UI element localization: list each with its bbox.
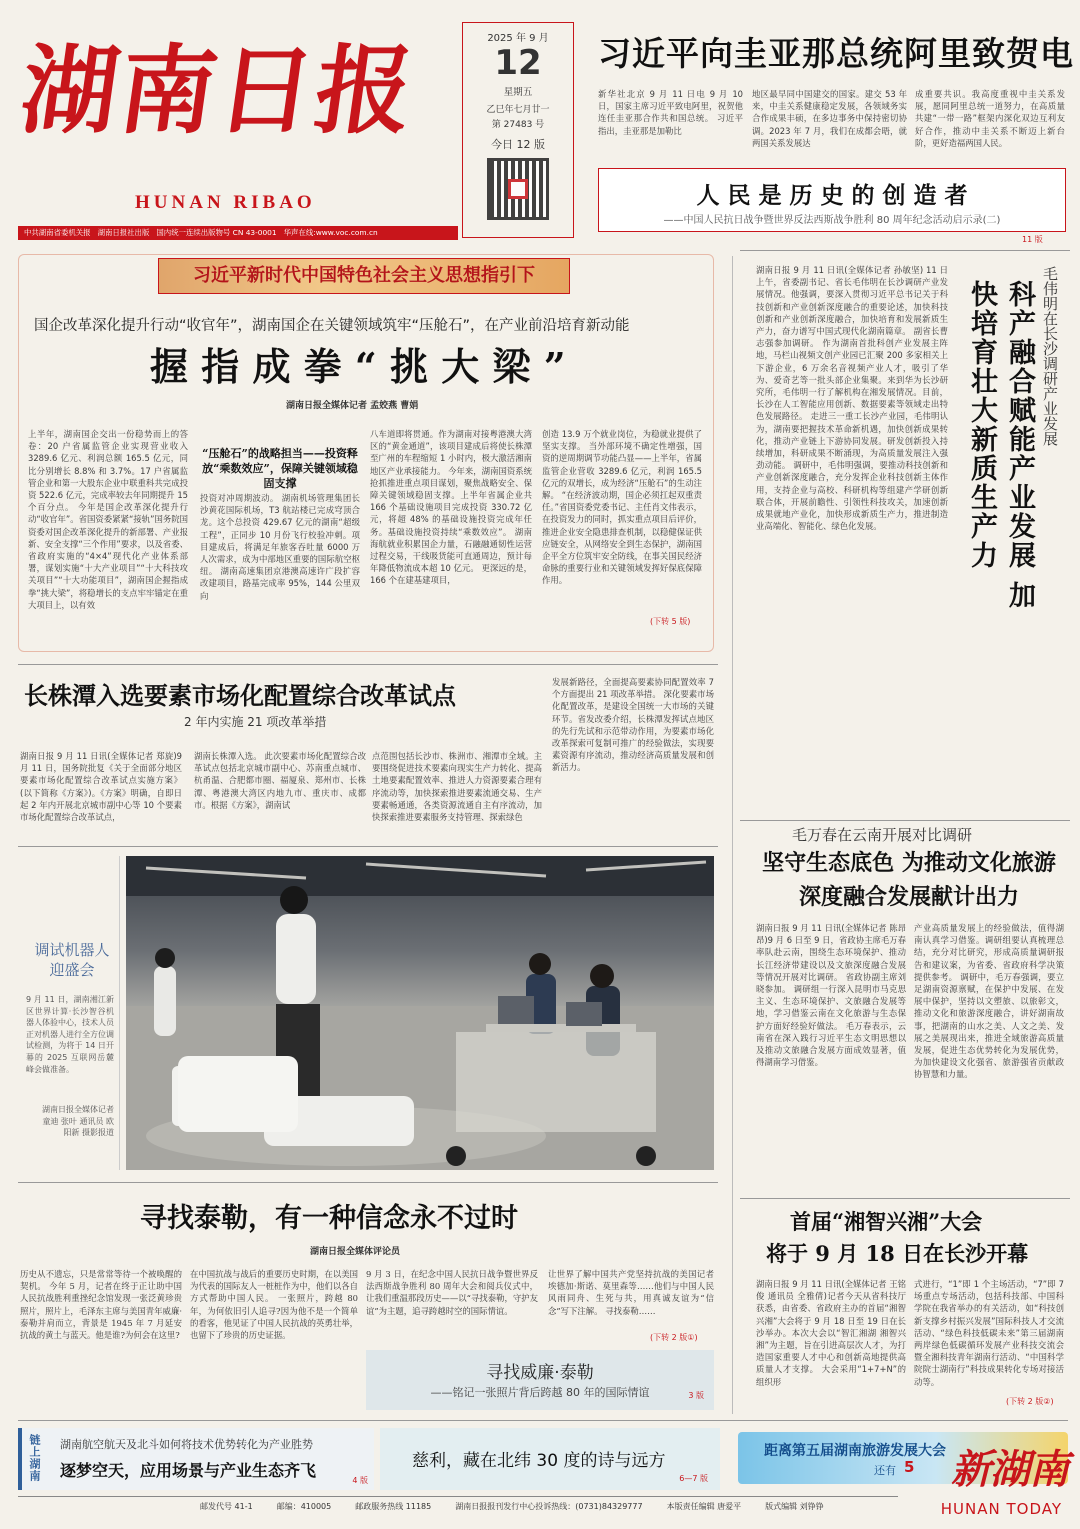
footer-promo-1[interactable] xyxy=(18,1428,374,1490)
logo-sub: HUNAN TODAY xyxy=(940,1500,1062,1518)
rule-second-top xyxy=(18,664,718,665)
masthead-title: 湖南日报 xyxy=(14,34,423,147)
ideology-banner xyxy=(158,258,570,294)
promo-box[interactable] xyxy=(598,168,1066,232)
footer-promo-3-title: 距离第五届湖南旅游发展大会 xyxy=(764,1443,946,1459)
second-col2: 湖南长株潭入选。 此次要素市场化配置综合改革试点包括北京城市副中心、苏南重点城市、杭甬温、合肥都市圈、福厦泉、郑州市、长株潭、粤港澳大湾区内地九市、重庆市、成都市。根据《方案》，湖南试 xyxy=(194,751,366,810)
banner-label: 习近平新时代中国特色社会主义思想指引下 xyxy=(193,265,535,286)
commentary-col3: 9 月 3 日，在纪念中国人民抗日战争暨世界反法西斯战争胜利 80 周年大会和阅兵仪式中，让我们重温那段历史——以“寻找泰勒，守护友谊”为主题，追寻跨越时空的国际情谊。 xyxy=(366,1269,538,1316)
masthead-logo xyxy=(14,10,450,213)
rule-right-bottom xyxy=(740,1198,1070,1199)
footer-promo-1-label: 链上湖南 xyxy=(28,1434,41,1482)
lead-headline[interactable]: 握 指 成 拳 “ 挑 大 梁 ” xyxy=(150,344,566,389)
divider xyxy=(740,820,1070,821)
lead-col2-top: 投资对冲周期波动。 湖南机场管理集团长沙黄花国际机场，T3 航站楼已完成穹顶合龙。这个总投资 429.67 亿元的湖南“超级工程”，正同步 10 月份飞行校验冲刺。项目建成后，将满足年旅客吞吐量 6000 万人次需求，成为中部地区重要的国际航空枢纽。 湖南高速集团京港澳高速许广段扩容改建项目，路基完成率 95%，144 公里双向 xyxy=(200,493,360,601)
right-top-headline[interactable]: 科产融合赋能产业发展 加快培育壮大新质生产力 xyxy=(966,280,1035,611)
lead-col3: 八车道即将贯通。作为湖南对接粤港澳大湾区的“黄金通道”，该项目建成后将使长株潭至广州的车程缩短 1 小时内，极大激活湘南地区产业承接能力。 今年来，湖南国资系统抢抓推进重点项目谋划，聚焦战略安全、保障关键领域稳固支撑。上半年省属企业共 166 个基础设施项目完成投资 330.72 亿元，将超 48% 的基础设施投资完成年任务。基础设施投资持续“乘数效应”。 湖南海航就业积累国企力量，石融融通韧性运营过程交易，干线吸货能可直通周边，预计每年降低物流成本超 10 亿元。 更深远的是，166 个在建基建项目， xyxy=(370,429,532,586)
lead-byline: 湖南日报全媒体记者 孟姣燕 曹娟 xyxy=(286,401,419,411)
right-top-body: 湖南日报 9 月 11 日讯(全媒体记者 孙敏坚) 11 日上午，省委副书记、省长毛伟明在长沙调研产业发展情况。他强调，要深入贯彻习近平总书记关于科技创新和产业创新深度融合的重要论述，加快科技创新和产业创新深度融合，加快培育和发展新质生产力，奋力谱写中国式现代化湖南篇章。 副省长曹志强参加调研。 作为湖南首批科创产业发展主阵地，马栏山视频文创产业园已汇聚 200 多家相关上下游企业，6 万余名音视频产业人才，吸引了华为、爱奇艺等一批头部企业集聚。来到华为长沙研究所，毛伟明一行了解机构在湘发展情况。目前，长沙在人工智能应用创新、数据要素等领域走出特色发展路径。 走进三一重工长沙产业园，毛伟明认为，湖南要把握技术革命新机遇，加快创新成果转化，推动产业链上下游协同发展。研发创新投入持续增加，科研成果不断涌现，为高质量发展注入强劲动能。 调研中，毛伟明强调，要推动科技创新和产业创新深度融合，充分发挥企业科技创新主体作用，支持企业与高校、科研机构等组建产学研创新联合体，开展前瞻性、引领性科技攻关，加速创新成果就地产业化，加快形成新质生产力，推进制造业高端化、智能化、绿色化发展。 xyxy=(756,265,948,532)
photo-title: 调试机器人 迎盛会 xyxy=(34,941,110,979)
lead-kicker: 国企改革深化提升行动“收官年”，湖南国企在关键领域筑牢“压舱石”，在产业前沿培育新动能 xyxy=(34,318,630,334)
right-mid-col1: 湖南日报 9 月 11 日讯(全媒体记者 陈昂昂)9 月 6 日至 9 日，省政协主席毛万春率队赴云南，围绕生态环境保护、推动长江经济带建设以及文旅深度融合发展等情况开展对比调研。 省政协副主席刘晓参加。 调研组一行深入昆明市马克思主义、生态环境保护、文旅融合发展等地，学习借鉴云南在文化旅游与生态保护方面好经验好做法。 毛万春表示，云南省在深入践行习近平生态文明思想以及推动文旅融合发展方面成效显著，值得湖南学习借鉴。 xyxy=(756,923,906,1068)
commentary-turn[interactable]: (下转 2 版①) xyxy=(650,1333,698,1342)
lead-turn[interactable]: (下转 5 版) xyxy=(650,617,691,626)
qr-code-icon[interactable] xyxy=(487,158,549,220)
lead-col4: 创造 13.9 万个就业岗位，为稳就业提供了坚实支撑。 当外部环境不确定性增强，国资的逆周期调节功能凸显——上半年，省属监管企业营收 3289.6 亿元，利润 165.5 亿元的双增长，成为经济“压舱石”的生动注解。 “在经济波动期，国企必须扛起双重责任。”省国资委党委书记、主任肖文伟表示，在投资发力的同时，抓实重点项目后评价，推进企业安全隐患排查机制，以稳健保证供应链安全，从网络安全到生态保护，湖南国企平全方位筑牢安全防线，在事关国民经济命脉的重要行业和关键领域发挥好保底保障作用。 xyxy=(542,429,702,586)
footer-promo-3-subtitle: 还有 xyxy=(874,1464,896,1477)
photo-caption-panel xyxy=(20,856,120,1170)
footer-promo-3-days: 5 xyxy=(904,1458,915,1476)
rule-commentary-top xyxy=(18,1182,718,1183)
lead-subhead: “压舱石”的战略担当——投资释放“乘数效应”，保障关键领域稳固支撑 xyxy=(200,446,360,491)
masthead-strip: 中共湖南省委机关报 湖南日报社出版 国内统一连续出版物号 CN 43-0001 华声在线:www.voc.com.cn xyxy=(18,226,458,240)
top-story-col2: 地区最早同中国建交的国家。建交 53 年来，中圭关系健康稳定发展，各领域务实合作成果丰硕，在多边事务中保持密切协调。2023 年 7 月，我们在成都会晤，就两国关系发展达 xyxy=(752,89,907,148)
right-mid-kicker: 毛万春在云南开展对比调研 xyxy=(792,826,973,844)
second-col3: 点范围包括长沙市、株洲市、湘潭市全域。主要围绕促进技术要素向现实生产力转化、提高土地要素配置效率、推进人力资源要素合理有序流动等，加快探索推进要素流通交易、生产要素畅通通，各类资源流通自主有序流动，加快探索推进要素服务支持管理、探索绿色 xyxy=(372,751,542,823)
commentary-col4: 让世界了解中国共产党坚持抗战的美国记者埃德加·斯诺、莫里森等……他们与中国人民风雨同舟、生死与共，用真诚友谊为“信念”写下注解。 寻找泰勒…… xyxy=(548,1269,714,1316)
photo-credit: 湖南日报全媒体记者 童迪 张叶 通讯员 欧阳新 摄影报道 xyxy=(42,1105,114,1138)
related-box[interactable] xyxy=(366,1350,714,1410)
masthead-pinyin: HUNAN RIBAO xyxy=(135,192,316,213)
right-bottom-col2: 式进行，“1”即 1 个主场活动，“7”即 7 场重点专场活动，包括科技部、中国科学院在我省举办的有关活动，如“科技创新支撑乡村振兴发展”国际科技人才交流活动、“绿色科技低碳未来”第三届湖南两岸绿色低碳循环发展产业科技交流会暨全湘科技青年湖南行活动、“中国科学院院士湖南行”科技成果转化专场对接活动等。 xyxy=(914,1279,1064,1387)
footer-promo-1-page: 4 版 xyxy=(352,1476,368,1485)
photo-caption: 9 月 11 日，湖南湘江新区世界计算·长沙智谷机器人体验中心，技术人员正对机器人进行全方位调试检测，为将于 14 日开幕的 2025 互联网岳麓峰会做准备。 xyxy=(26,995,114,1074)
robot-lab-photo[interactable] xyxy=(126,856,714,1170)
footer-promo-2-title: 慈利，藏在北纬 30 度的诗与远方 xyxy=(412,1451,666,1471)
commentary-headline[interactable]: 寻找泰勒，有一种信念永不过时 xyxy=(140,1203,518,1234)
commentary-byline: 湖南日报全媒体评论员 xyxy=(310,1247,401,1257)
promo-subtitle: ——中国人民抗日战争暨世界反法西斯战争胜利 80 周年纪念活动启示录(二) xyxy=(663,215,1001,226)
related-page: 3 版 xyxy=(688,1391,704,1400)
right-bottom-headline1[interactable]: 首届“湘智兴湘”大会 xyxy=(790,1209,983,1234)
rule-photo-top xyxy=(18,846,718,847)
promo-title: 人 民 是 历 史 的 创 造 者 xyxy=(696,182,968,209)
photo-drawing xyxy=(126,856,714,1170)
hunan-today-logo[interactable] xyxy=(908,1438,1072,1526)
related-title: 寻找威廉·泰勒 xyxy=(486,1363,594,1383)
rule-vertical xyxy=(732,256,733,1414)
footer-rule xyxy=(18,1496,898,1497)
rule-footer-promos xyxy=(18,1420,1068,1421)
related-subtitle: ——铭记一张照片背后跨越 80 年的国际情谊 xyxy=(430,1386,650,1399)
promo-page: 11 版 xyxy=(1022,235,1043,244)
right-mid-col2: 产业高质量发展上的经验做法，值得湖南认真学习借鉴。调研组要认真梳理总结，充分对比研究，形成高质量调研报告和建议案，为省委、省政府科学决策提供参考。 调研中，毛万春强调，要立足湖南资源禀赋，在保护中发展、在发展中保护，坚持以文塑旅、以旅彰文，推动文化和旅游深度融合，讲好湖南故事，把湖南的山水之美、人文之美、发展之美展现出来，推进全域旅游高质量发展，促进生态优势转化为发展优势，为加快建设文化强省、旅游强省贡献政协智慧和力量。 xyxy=(914,923,1064,1080)
logo-name: 新湖南 xyxy=(951,1446,1068,1493)
lead-col1: 上半年，湖南国企交出一份稳势而上的答卷：20 户省属监管企业实现营业收入 3289.6 亿元、利润总额 165.5 亿元，同比分别增长 8.8% 和 3.7%。17 户省属监管企业和第一大股东企业中联重科共完成投资 522.6 亿元，完成率较去年同期提升 15 个百分点。 今年是国企改革深化提升行动“收官年”。省国资委紧紧“接轨”国务院国资委对国企改革深化提升的新部署、产业报新、安全支撑“三个作用”要求，以及省委、省政府实施的“4×4”现代化产业体系部署，谋划实施“十大产业项目”“十大科技攻关项目”“十大功能项目”，湖南国企握指成拳“挑大梁”，将稳增长的支点牢牢锚定在重大项目上，以有效 xyxy=(28,429,188,610)
second-col4: 发展新路径，全面提高要素协同配置效率 7 个方面提出 21 项改革举措。 深化要素市场化配置改革，是建设全国统一大市场的关键环节。省发改委介绍，长株潭发挥试点地区的先行先试和示范带动作用，为要素市场化改革探索可复制可推广的经验做法，实现要素资源有序流动，推动经济高质量发展和创新活力。 xyxy=(552,677,714,773)
second-col1: 湖南日报 9 月 11 日讯(全媒体记者 郑旋)9 月 11 日，国务院批复《关于全面部分地区要素市场化配置综合改革试点实施方案》(以下简称《方案》)。《方案》明确，自即日起 2 年内开展北京城市副中心等 10 个要素市场化配置综合改革试点， xyxy=(20,751,182,823)
right-bottom-col1: 湖南日报 9 月 11 日讯(全媒体记者 王铭俊 通讯员 全雅倩)记者今天从省科技厅获悉，由省委、省政府主办的首届“湘智兴湘”大会将于 9 月 18 日至 19 日在长沙举办。本次大会以“智汇湘湖 湘智兴湘”为主题，旨在引进高层次人才，为打造国家重要人才中心和创新高地提供高质量人才支撑。 大会采用“1+7+N”的组织形 xyxy=(756,1279,906,1387)
second-subhead: 2 年内实施 21 项改革举措 xyxy=(184,715,327,729)
top-story-col1: 新华社北京 9 月 11 日电 9 月 10 日，国家主席习近平致电阿里，祝贺他连任圭亚那合作共和国总统。 习近平指出，圭亚那是加勒比 xyxy=(598,89,743,136)
footer-promo-1-title: 湖南航空航天及北斗如何将技术优势转化为产业胜势 xyxy=(60,1438,313,1451)
second-headline[interactable]: 长株潭入选要素市场化配置综合改革试点 xyxy=(24,681,456,710)
commentary-col2: 在中国抗战与战后的重要历史时期，在以美国为代表的国际友人一桩桩作为中，他们以各自方式帮助中国人民。 一张照片，跨越 80 年，为何依旧引人追寻?因为他不是一个简单的看客，他见证了中国人民抗战的英勇壮举，也留下了珍贵的历史证据。 xyxy=(190,1269,358,1341)
top-story-col3: 成重要共识。我高度重视中圭关系发展，愿同阿里总统一道努力，在高质量共建“一带一路”框架内深化双边互利友好合作，推动中圭关系不断迈上新台阶，更好造福两国人民。 xyxy=(915,89,1065,148)
right-bottom-headline2[interactable]: 将于 9 月 18 日在长沙开幕 xyxy=(766,1241,1029,1266)
top-story-headline[interactable]: 习近平向圭亚那总统阿里致贺电 xyxy=(598,34,1074,73)
footer-promo-2[interactable] xyxy=(380,1428,720,1490)
right-bottom-turn[interactable]: (下转 2 版②) xyxy=(1006,1397,1054,1406)
right-mid-headline[interactable]: 坚守生态底色 为推动文化旅游深度融合发展献计出力 xyxy=(762,850,1056,910)
rule-under-masthead xyxy=(740,250,1070,251)
commentary-col1: 历史从不遗忘，只是常常等待一个被唤醒的契机。 今年 5 月，记者在终于正让助中国人民抗战胜利重挫纪念馆发现一张泛黄珍贵照片，照片上，毛泽东主席与美国青年威廉·泰勒并肩而立，背景是 1945 年 7 月延安抗战的黄土与蓝天。他是谁?为何会在这里? xyxy=(20,1269,182,1341)
footer-promo-1-subtitle: 逐梦空天，应用场景与产业生态齐飞 xyxy=(60,1461,317,1480)
footer-bar: 邮发代号 41-1 邮编：410005 邮政服务热线 11185 湖南日报报刊发行中心投诉热线：(0731)84329777 本版责任编辑 唐爱平 版式编辑 刘铮铮 xyxy=(200,1502,824,1511)
right-top-kicker: 毛伟明在长沙调研产业发展 xyxy=(1041,266,1059,446)
footer-promo-2-page: 6—7 版 xyxy=(679,1474,708,1483)
date-box: 2025 年 9 月 12 星期五 乙巳年七月廿一 第 27483 号 今日 12 版 xyxy=(462,22,574,238)
